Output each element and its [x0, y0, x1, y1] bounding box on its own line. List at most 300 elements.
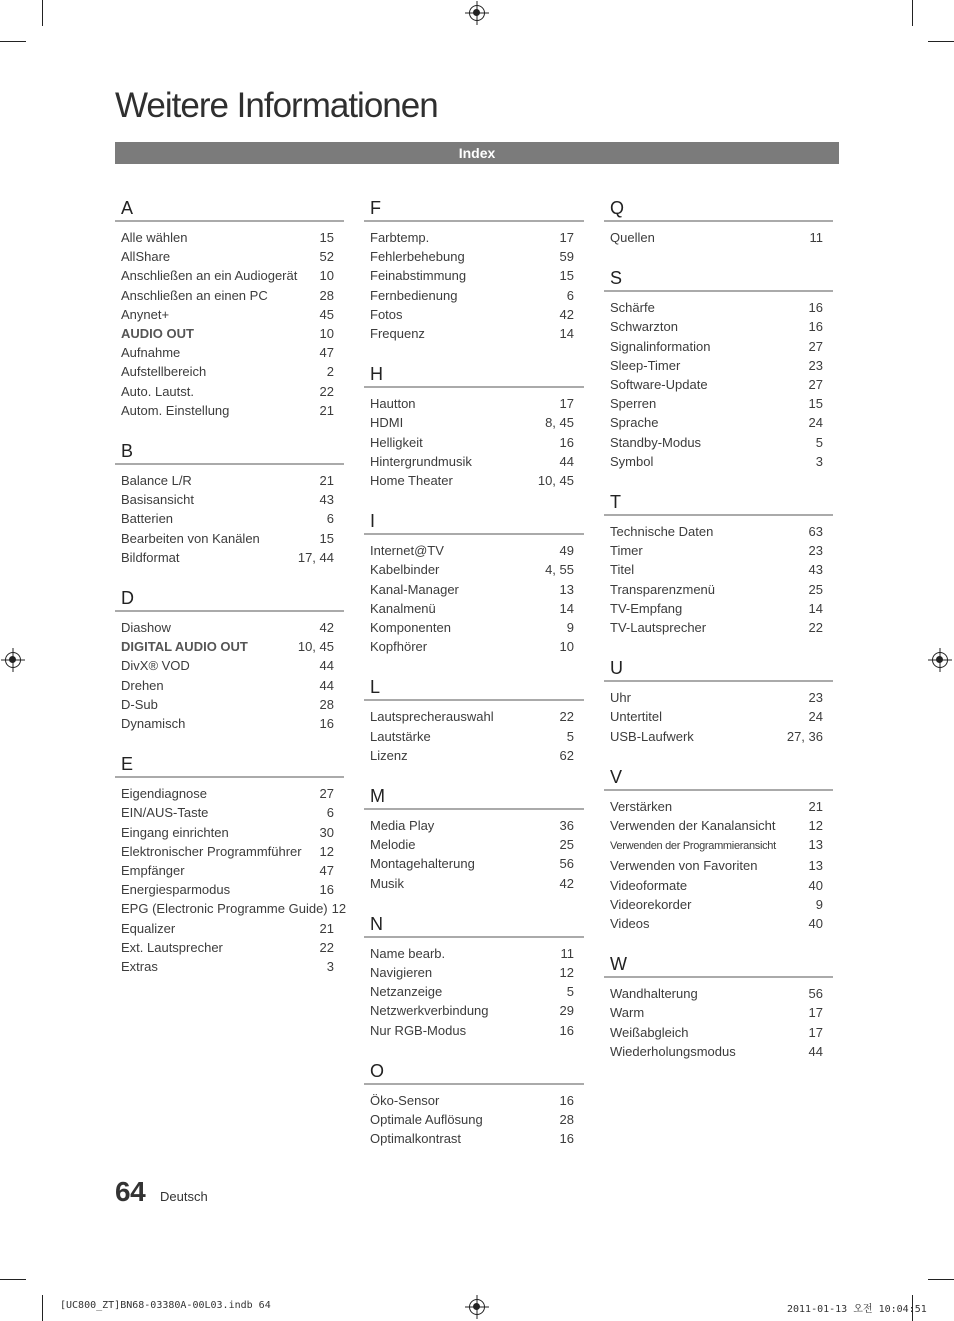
- entry-term: Aufnahme: [121, 345, 181, 361]
- entry-page: 15: [319, 230, 334, 245]
- entry-page: 16: [808, 300, 823, 316]
- section-letter: E: [115, 752, 344, 778]
- entry-term: Melodie: [370, 837, 416, 853]
- entry-page: 27: [319, 786, 334, 802]
- index-entry: [364, 835, 584, 854]
- entry-term: Kopfhörer: [370, 639, 428, 655]
- entry-page: 40: [808, 916, 823, 932]
- index-entry: [115, 266, 344, 285]
- entry-page: 10: [319, 326, 334, 342]
- index-entry: [604, 856, 833, 875]
- entry-term: USB-Laufwerk: [610, 728, 694, 744]
- index-entry: [364, 541, 584, 560]
- crop-mark: [912, 0, 913, 26]
- entry-page: 17: [559, 230, 574, 245]
- index-entry: [364, 471, 584, 490]
- index-entry: [364, 560, 584, 579]
- entry-page: 11: [809, 230, 823, 245]
- index-entry: [604, 560, 833, 579]
- index-entry: [364, 599, 584, 618]
- entry-page: 23: [808, 357, 823, 373]
- entry-term: Untertitel: [610, 709, 663, 725]
- index-entry: [364, 228, 584, 247]
- entry-page: 52: [319, 249, 334, 265]
- section-letter: T: [604, 490, 833, 516]
- index-entry: [364, 637, 584, 656]
- entry-page: 45: [319, 306, 334, 322]
- entry-term: Montagehalterung: [370, 856, 475, 872]
- entry-page: 28: [319, 696, 334, 712]
- index-entry: [364, 1091, 584, 1110]
- entry-page: 27: [808, 338, 823, 354]
- index-column-3: [604, 196, 833, 1080]
- print-footer-date: 2011-01-13 오전 10:04:51: [787, 1304, 927, 1315]
- entry-term: Optimalkontrast: [370, 1131, 462, 1147]
- index-entry: [115, 938, 344, 957]
- entry-term: Verwenden der Programmieransicht: [610, 840, 776, 853]
- entry-page: 25: [808, 581, 823, 597]
- entry-term: Videos: [610, 916, 650, 932]
- entry-page: 30: [319, 824, 334, 840]
- index-entry: [604, 375, 833, 394]
- entry-page: 9: [566, 620, 574, 636]
- entry-term: Transparenzmenü: [610, 581, 716, 597]
- entry-term: Energiesparmodus: [121, 882, 231, 898]
- entry-page: 14: [808, 600, 823, 616]
- index-entry: [115, 362, 344, 381]
- page-number: 64: [115, 1176, 146, 1207]
- entry-term: Fotos: [370, 306, 403, 322]
- entry-page: 42: [319, 620, 334, 636]
- entry-term: Technische Daten: [610, 524, 714, 540]
- entry-term: Dynamisch: [121, 716, 186, 732]
- entry-term: Anschließen an ein Audiogerät: [121, 268, 298, 284]
- registration-mark-icon: [469, 5, 485, 21]
- index-section: [115, 586, 344, 733]
- entry-page: 17: [808, 1024, 823, 1040]
- entry-term: Drehen: [121, 677, 164, 693]
- entry-page: 59: [559, 249, 574, 265]
- index-entry: [604, 914, 833, 933]
- entry-term: Internet@TV: [370, 543, 444, 559]
- index-entry: [604, 876, 833, 895]
- entry-page: 36: [559, 818, 574, 834]
- entry-term: Batterien: [121, 511, 174, 527]
- entry-page: 9: [815, 896, 823, 912]
- entry-term: Eingang einrichten: [121, 824, 229, 840]
- entry-term: AllShare: [121, 249, 171, 265]
- entry-page: 21: [808, 798, 823, 814]
- entry-term: Quellen: [610, 230, 655, 245]
- entry-term: Musik: [370, 875, 404, 891]
- entry-page: 15: [808, 396, 823, 412]
- crop-mark: [42, 1295, 43, 1321]
- entry-page: 16: [319, 716, 334, 732]
- entry-page: 16: [319, 882, 334, 898]
- entry-term: Öko-Sensor: [370, 1092, 440, 1108]
- entry-page: 14: [559, 600, 574, 616]
- index-entry: [604, 228, 833, 247]
- crop-mark: [0, 1279, 26, 1280]
- entry-term: Uhr: [610, 690, 631, 706]
- entry-page: 29: [559, 1003, 574, 1019]
- entry-page: 6: [566, 287, 574, 303]
- entry-term: Sprache: [610, 415, 659, 431]
- entry-page: 11: [560, 945, 574, 961]
- entry-term: Ext. Lautsprecher: [121, 939, 223, 955]
- entry-page: 42: [559, 875, 574, 891]
- entry-page: 14: [559, 326, 574, 342]
- index-entry: [364, 1021, 584, 1040]
- entry-term: Lizenz: [370, 747, 408, 763]
- index-entry: [115, 919, 344, 938]
- index-entry: [604, 816, 833, 835]
- entry-page: 24: [808, 709, 823, 725]
- index-entry: [604, 618, 833, 637]
- index-entry: [364, 324, 584, 343]
- entry-term: Nur RGB-Modus: [370, 1022, 467, 1038]
- index-entry: [364, 452, 584, 471]
- index-entry: [604, 433, 833, 452]
- section-letter: N: [364, 912, 584, 938]
- index-section: [364, 362, 584, 490]
- index-entry: [364, 1129, 584, 1148]
- entry-term: Netzwerkverbindung: [370, 1003, 489, 1019]
- entry-term: Software-Update: [610, 377, 708, 393]
- entry-page: 8, 45: [545, 415, 574, 431]
- index-entry: [364, 266, 584, 285]
- entry-page: 49: [559, 543, 574, 559]
- index-entry: [604, 298, 833, 317]
- entry-term: Frequenz: [370, 326, 425, 342]
- entry-term: Hintergrundmusik: [370, 453, 472, 469]
- index-entry: [604, 599, 833, 618]
- index-section: [115, 196, 344, 420]
- entry-page: 16: [808, 319, 823, 335]
- entry-term: Fernbedienung: [370, 287, 458, 303]
- entry-page: 10, 45: [537, 473, 574, 489]
- index-entry: [604, 452, 833, 471]
- index-entry: [364, 394, 584, 413]
- entry-term: Diashow: [121, 620, 171, 636]
- registration-mark-icon: [5, 652, 21, 668]
- entry-term: Lautstärke: [370, 728, 431, 744]
- index-entry: [604, 522, 833, 541]
- entry-page: 21: [319, 920, 334, 936]
- entry-term: Schärfe: [610, 300, 655, 316]
- index-section: [604, 490, 833, 637]
- index-entry: [604, 413, 833, 432]
- entry-term: Standby-Modus: [610, 434, 702, 450]
- index-section: [604, 952, 833, 1061]
- entry-page: 56: [808, 986, 823, 1002]
- entry-page: 16: [559, 434, 574, 450]
- index-entry: [115, 880, 344, 899]
- index-entry: [115, 695, 344, 714]
- index-entry: [604, 337, 833, 356]
- page-language: Deutsch: [160, 1189, 208, 1204]
- index-entry: [364, 305, 584, 324]
- entry-term: DivX® VOD: [121, 658, 190, 674]
- index-entry: [604, 541, 833, 560]
- entry-page: 44: [559, 453, 574, 469]
- entry-page: 43: [319, 492, 334, 508]
- index-entry: [115, 305, 344, 324]
- index-entry: [115, 957, 344, 976]
- index-section: [364, 912, 584, 1040]
- index-section: [364, 784, 584, 893]
- entry-term: Wandhalterung: [610, 986, 698, 1002]
- section-header-bar: Index: [115, 142, 839, 164]
- entry-term: Equalizer: [121, 920, 176, 936]
- entry-page: 17: [808, 1005, 823, 1021]
- entry-page: 22: [319, 383, 334, 399]
- entry-term: Eigendiagnose: [121, 786, 208, 802]
- entry-term: Komponenten: [370, 620, 451, 636]
- section-letter: W: [604, 952, 833, 978]
- index-column-2: [364, 196, 584, 1168]
- entry-term: Signalinformation: [610, 338, 711, 354]
- entry-page: 17, 44: [297, 549, 334, 565]
- entry-term: Verwenden von Favoriten: [610, 858, 758, 874]
- index-entry: [604, 895, 833, 914]
- index-entry: [115, 324, 344, 343]
- index-entry: [364, 854, 584, 873]
- index-entry: [604, 394, 833, 413]
- entry-term: DIGITAL AUDIO OUT: [121, 639, 248, 655]
- entry-page: 12: [331, 901, 347, 917]
- entry-term: Balance L/R: [121, 473, 192, 489]
- index-entry: [115, 529, 344, 548]
- index-entry: [115, 803, 344, 822]
- entry-term: EIN/AUS-Taste: [121, 805, 209, 821]
- entry-page: 5: [566, 728, 574, 744]
- entry-page: 12: [808, 818, 823, 834]
- index-section: [604, 266, 833, 471]
- index-entry: [604, 580, 833, 599]
- index-section: [115, 439, 344, 567]
- index-entry: [604, 727, 833, 746]
- index-entry: [364, 707, 584, 726]
- index-entry: [604, 317, 833, 336]
- entry-page: 6: [326, 805, 334, 821]
- entry-term: Symbol: [610, 453, 654, 469]
- entry-page: 25: [559, 837, 574, 853]
- entry-term: Helligkeit: [370, 434, 423, 450]
- section-letter: B: [115, 439, 344, 465]
- entry-term: Auto. Lautst.: [121, 383, 194, 399]
- section-letter: O: [364, 1059, 584, 1085]
- entry-term: Aufstellbereich: [121, 364, 207, 380]
- index-entry: [604, 707, 833, 726]
- entry-term: TV-Lautsprecher: [610, 620, 707, 636]
- index-entry: [364, 1001, 584, 1020]
- entry-page: 40: [808, 877, 823, 893]
- entry-term: Schwarzton: [610, 319, 678, 335]
- entry-page: 23: [808, 690, 823, 706]
- index-entry: [364, 286, 584, 305]
- index-entry: [115, 656, 344, 675]
- entry-page: 63: [808, 524, 823, 540]
- index-section: [604, 196, 833, 247]
- entry-term: Sleep-Timer: [610, 357, 681, 373]
- entry-page: 44: [319, 658, 334, 674]
- index-entry: [115, 490, 344, 509]
- section-letter: Q: [604, 196, 833, 222]
- entry-page: 47: [319, 345, 334, 361]
- section-letter: A: [115, 196, 344, 222]
- entry-page: 43: [808, 562, 823, 578]
- index-entry: [115, 861, 344, 880]
- entry-term: Verstärken: [610, 798, 673, 814]
- section-letter: S: [604, 266, 833, 292]
- entry-page: 10, 45: [297, 639, 334, 655]
- index-entry: [115, 899, 347, 918]
- entry-term: Feinabstimmung: [370, 268, 467, 284]
- index-entry: [115, 637, 344, 656]
- index-entry: [364, 816, 584, 835]
- index-entry: [364, 433, 584, 452]
- index-section: [604, 656, 833, 746]
- entry-term: Farbtemp.: [370, 230, 430, 245]
- entry-page: 16: [559, 1022, 574, 1038]
- section-letter: U: [604, 656, 833, 682]
- entry-term: Warm: [610, 1005, 645, 1021]
- entry-term: Alle wählen: [121, 230, 188, 245]
- entry-term: Extras: [121, 959, 158, 975]
- entry-term: Videoformate: [610, 877, 688, 893]
- crop-mark: [42, 0, 43, 26]
- index-entry: [364, 874, 584, 893]
- entry-term: Bildformat: [121, 549, 180, 565]
- section-letter: M: [364, 784, 584, 810]
- section-letter: V: [604, 765, 833, 791]
- entry-page: 16: [559, 1131, 574, 1147]
- index-entry: [604, 797, 833, 816]
- entry-term: Titel: [610, 562, 635, 578]
- index-entry: [115, 382, 344, 401]
- index-entry: [115, 247, 344, 266]
- entry-page: 21: [319, 402, 334, 418]
- index-entry: [115, 823, 344, 842]
- index-entry: [364, 618, 584, 637]
- index-section: [364, 196, 584, 343]
- index-entry: [115, 286, 344, 305]
- entry-term: Kabelbinder: [370, 562, 440, 578]
- index-entry: [364, 982, 584, 1001]
- index-section: [364, 1059, 584, 1149]
- index-section: [364, 675, 584, 765]
- section-letter: D: [115, 586, 344, 612]
- entry-page: 23: [808, 543, 823, 559]
- print-footer-file: [UC800_ZT]BN68-03380A-00L03.indb 64: [60, 1300, 271, 1311]
- entry-page: 42: [559, 306, 574, 322]
- entry-page: 28: [559, 1112, 574, 1128]
- entry-page: 5: [566, 984, 574, 1000]
- entry-term: Sperren: [610, 396, 657, 412]
- entry-term: Kanal-Manager: [370, 581, 459, 597]
- index-entry: [115, 343, 344, 362]
- index-entry: [364, 944, 584, 963]
- crop-mark: [928, 1279, 954, 1280]
- index-entry: [115, 618, 344, 637]
- registration-mark-icon: [932, 652, 948, 668]
- entry-page: 3: [815, 453, 823, 469]
- entry-page: 2: [326, 364, 334, 380]
- entry-term: AUDIO OUT: [121, 326, 194, 342]
- index-section: [364, 509, 584, 656]
- section-letter: I: [364, 509, 584, 535]
- entry-term: Lautsprecherauswahl: [370, 709, 494, 725]
- entry-term: Timer: [610, 543, 643, 559]
- entry-page: 10: [559, 639, 574, 655]
- index-entry: [115, 509, 344, 528]
- index-entry: [604, 688, 833, 707]
- entry-page: 5: [815, 434, 823, 450]
- index-entry: [604, 356, 833, 375]
- entry-page: 21: [319, 473, 334, 489]
- entry-page: 27, 36: [786, 728, 823, 744]
- entry-page: 47: [319, 863, 334, 879]
- index-entry: [115, 842, 344, 861]
- index-entry: [364, 580, 584, 599]
- entry-page: 12: [559, 965, 574, 981]
- crop-mark: [0, 41, 26, 42]
- entry-term: Wiederholungsmodus: [610, 1043, 736, 1059]
- entry-page: 17: [559, 396, 574, 412]
- entry-page: 13: [808, 858, 823, 874]
- entry-page: 62: [559, 747, 574, 763]
- entry-page: 22: [319, 939, 334, 955]
- index-entry: [364, 1110, 584, 1129]
- entry-page: 3: [326, 959, 334, 975]
- entry-term: Empfänger: [121, 863, 185, 879]
- entry-term: Anynet+: [121, 306, 170, 322]
- entry-page: 56: [559, 856, 574, 872]
- entry-term: EPG (Electronic Programme Guide): [121, 901, 328, 917]
- entry-page: 12: [319, 843, 334, 859]
- entry-term: Anschließen an einen PC: [121, 287, 268, 303]
- entry-page: 44: [319, 677, 334, 693]
- entry-page: 28: [319, 287, 334, 303]
- index-entry: [115, 714, 344, 733]
- section-letter: L: [364, 675, 584, 701]
- index-entry: [364, 413, 584, 432]
- index-entry: [604, 835, 833, 856]
- index-entry: [115, 548, 344, 567]
- entry-page: 44: [808, 1043, 823, 1059]
- section-letter: H: [364, 362, 584, 388]
- index-entry: [604, 984, 833, 1003]
- entry-term: Hautton: [370, 396, 416, 412]
- entry-term: Basisansicht: [121, 492, 194, 508]
- entry-term: Autom. Einstellung: [121, 402, 230, 418]
- entry-page: 13: [808, 837, 823, 853]
- index-entry: [115, 401, 344, 420]
- entry-term: TV-Empfang: [610, 600, 683, 616]
- entry-page: 22: [808, 620, 823, 636]
- entry-term: Navigieren: [370, 965, 433, 981]
- section-letter: F: [364, 196, 584, 222]
- entry-term: Home Theater: [370, 473, 453, 489]
- entry-term: Videorekorder: [610, 896, 692, 912]
- entry-page: 15: [559, 268, 574, 284]
- crop-mark: [928, 41, 954, 42]
- entry-page: 16: [559, 1092, 574, 1108]
- entry-term: Optimale Auflösung: [370, 1112, 483, 1128]
- index-entry: [604, 1023, 833, 1042]
- entry-term: Media Play: [370, 818, 435, 834]
